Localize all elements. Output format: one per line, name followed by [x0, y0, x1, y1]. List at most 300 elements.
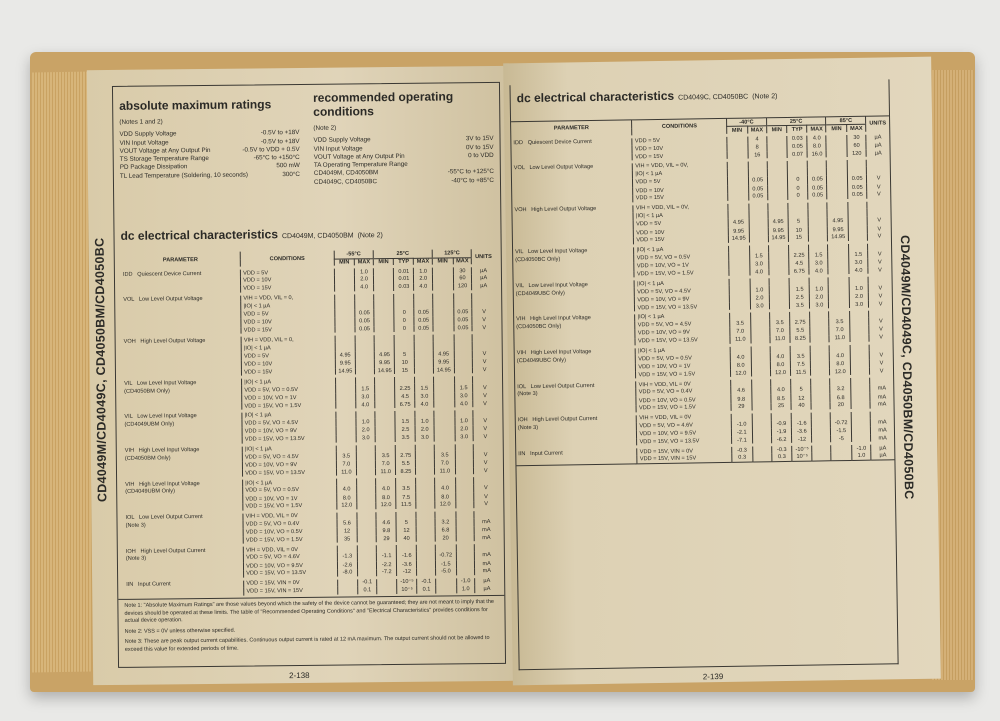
value-cell — [435, 543, 456, 552]
value-cell — [829, 284, 850, 293]
value-cell — [456, 535, 475, 544]
value-cell: 5.5 — [396, 460, 416, 469]
value-cell — [851, 376, 870, 385]
value-cell — [337, 578, 358, 587]
condition-cell: VDD = 10V — [241, 318, 335, 327]
value-cell — [336, 418, 357, 427]
parameter-cell: VOL Low Level Output Voltage — [123, 295, 203, 303]
value-cell: 9.95 — [433, 359, 454, 368]
value-cell: 7.5 — [396, 493, 416, 502]
parameter-cell: (Note 3) — [125, 555, 147, 563]
condition-cell: VIH = VDD, VIL = 0V — [636, 378, 731, 388]
value-cell: 4.0 — [414, 283, 433, 292]
value-cell — [847, 158, 866, 167]
unit-cell — [474, 509, 497, 518]
value-cell: 1.5 — [356, 385, 375, 394]
dc-title-text: dc electrical characteristics — [516, 88, 675, 106]
value-cell: 12.0 — [435, 501, 456, 510]
value-cell — [374, 317, 395, 326]
value-cell — [337, 544, 358, 553]
unit-cell: V — [473, 392, 496, 401]
unit-cell: mA — [870, 384, 893, 393]
value-cell: 4 — [747, 135, 766, 144]
value-cell — [455, 442, 474, 451]
value-cell: 4.95 — [828, 217, 849, 226]
value-cell — [829, 293, 850, 302]
dc-characteristics-table — [121, 249, 499, 597]
value-cell — [374, 342, 395, 351]
value-cell — [355, 351, 374, 360]
value-cell — [454, 333, 473, 342]
value-cell — [827, 167, 848, 176]
unit-cell: mA — [475, 526, 498, 535]
parameter-cell: VIL Low Level Input Voltage — [515, 281, 588, 290]
value-cell — [334, 284, 355, 293]
value-cell: 11.5 — [791, 369, 811, 378]
value-cell: 25 — [771, 403, 792, 412]
value-cell — [769, 302, 790, 311]
rating-label: TL Lead Temperature (Soldering, 10 seconds) — [119, 171, 249, 180]
value-cell: 1.0 — [456, 585, 475, 594]
value-cell: 0.05 — [355, 326, 374, 335]
value-cell — [749, 218, 768, 227]
rating-label: TS Storage Temperature Range — [119, 155, 209, 164]
value-cell — [852, 427, 871, 436]
parameter-cell: VIH High Level Input Voltage — [124, 447, 200, 454]
value-cell: 8.0 — [376, 493, 397, 502]
header-min: MIN — [373, 258, 394, 267]
header-units: UNITS — [866, 116, 890, 133]
value-cell — [375, 426, 396, 435]
unit-cell: µA — [871, 443, 894, 452]
unit-cell: V — [870, 368, 893, 377]
value-cell — [851, 410, 870, 419]
unit-cell: µA — [871, 451, 894, 460]
value-cell: 2.75 — [790, 318, 810, 327]
parameter-cell: VOH High Level Output Voltage — [123, 337, 206, 345]
value-cell — [356, 443, 375, 452]
value-cell: 3.0 — [455, 434, 474, 443]
value-cell: 10 — [395, 359, 415, 368]
note: Note 1: "Absolute Maximum Ratings" are those values beyond which the safety of the device cannot be guaranteed; they are not meant to imply that the devices should be operated at these limits. The table of "Recommended Operating Conditions" and "Electrical Characteristics" provides conditions for actual device operation. — [124, 599, 494, 624]
value-cell: 20 — [435, 535, 456, 544]
rating-label: CD4049M, CD4050BM — [313, 169, 379, 178]
value-cell: 1.0 — [750, 286, 769, 295]
value-cell: 7.5 — [791, 360, 811, 369]
side-title: CD4049M/CD4049C, CD4050BM/CD4050BC — [92, 237, 110, 503]
value-cell: 7.0 — [434, 459, 455, 468]
value-cell: 0 — [394, 309, 414, 318]
value-cell — [416, 451, 435, 460]
value-cell — [357, 527, 376, 536]
parameter-cell: IOH High Level Output Current — [517, 416, 598, 424]
value-cell — [453, 300, 472, 309]
header-parameter: PARAMETER — [511, 120, 632, 139]
value-cell: 0.05 — [787, 142, 807, 151]
rating-value: 0 to VDD — [468, 151, 494, 160]
unit-cell: mA — [475, 559, 498, 568]
condition-cell: VDD = 10V — [634, 227, 729, 237]
condition-cell: |IO| < 1 µA — [634, 244, 729, 254]
value-cell: 0.05 — [454, 325, 473, 334]
value-cell — [769, 277, 790, 286]
value-cell: 3.0 — [810, 301, 829, 310]
value-cell: 14.95 — [768, 235, 789, 244]
value-cell — [416, 443, 435, 452]
parameter-cell: VIL Low Level Input Voltage — [124, 379, 197, 387]
value-cell — [827, 175, 848, 184]
value-cell — [376, 544, 397, 553]
value-cell: 3.5 — [791, 352, 811, 361]
value-cell — [433, 308, 454, 317]
value-cell: 9.95 — [728, 227, 749, 236]
value-cell — [731, 412, 752, 421]
value-cell: 2.0 — [750, 294, 769, 303]
unit-cell — [474, 476, 497, 485]
value-cell — [374, 292, 395, 301]
unit-cell — [472, 299, 495, 308]
notes — [118, 595, 505, 654]
value-cell — [397, 544, 417, 553]
value-cell — [433, 317, 454, 326]
value-cell: -1.5 — [831, 427, 852, 436]
value-cell — [729, 294, 750, 303]
value-cell: 4.95 — [768, 218, 789, 227]
unit-cell: V — [473, 358, 496, 367]
value-cell — [827, 209, 848, 218]
value-cell: 4.6 — [731, 387, 752, 396]
value-cell: 6.75 — [395, 401, 415, 410]
condition-cell: VIH = VDD, VIL = 0V — [243, 511, 337, 520]
value-cell — [767, 193, 788, 202]
value-cell: 12.0 — [337, 502, 358, 511]
value-cell — [453, 291, 472, 300]
value-cell — [435, 510, 456, 519]
rating-label: VIN Input Voltage — [313, 144, 363, 153]
value-cell — [810, 327, 829, 336]
value-cell: 3.0 — [750, 302, 769, 311]
value-cell: 0.05 — [808, 192, 827, 201]
value-cell — [811, 343, 830, 352]
value-cell — [357, 468, 376, 477]
value-cell — [373, 267, 394, 276]
value-cell — [811, 377, 830, 386]
value-cell — [812, 410, 831, 419]
value-cell — [456, 509, 475, 518]
unit-cell: V — [474, 467, 497, 476]
amr-title: absolute maximum ratings — [119, 97, 272, 113]
value-cell: 0.05 — [808, 176, 827, 185]
value-cell — [357, 502, 376, 511]
unit-cell: V — [869, 334, 892, 343]
value-cell: 4.0 — [849, 267, 868, 276]
value-cell: 0.05 — [848, 183, 867, 192]
value-cell: 4.0 — [415, 401, 434, 410]
value-cell: 29 — [731, 403, 752, 412]
condition-cell: |IO| < 1 µA — [633, 169, 728, 179]
parameter-cell: (CD4050BC Only) — [515, 256, 561, 264]
value-cell: -10⁻⁵ — [397, 577, 417, 586]
value-cell — [851, 360, 870, 369]
value-cell — [831, 410, 852, 419]
value-cell — [790, 310, 810, 319]
rating-row — [314, 177, 494, 187]
value-cell — [728, 194, 749, 203]
value-cell: 2.25 — [789, 251, 809, 260]
value-cell: 6.8 — [435, 526, 456, 535]
value-cell: -1.0 — [731, 420, 752, 429]
value-cell: 12.0 — [830, 368, 851, 377]
value-cell — [455, 451, 474, 460]
value-cell — [770, 378, 791, 387]
condition-cell: VDD = 5V, VO = 0.4V — [636, 387, 731, 397]
value-cell: 2.0 — [810, 293, 829, 302]
parameter-cell: VOL Low Level Output Voltage — [513, 164, 594, 172]
condition-cell: |IO| < 1 µA — [633, 211, 728, 221]
value-cell: 5 — [789, 218, 809, 227]
value-cell — [434, 417, 455, 426]
condition-cell: VDD = 10V, VO = 9V — [242, 427, 336, 436]
value-cell — [826, 133, 847, 142]
parameter-cell: VOH High Level Output Voltage — [514, 206, 597, 214]
value-cell — [394, 300, 414, 309]
condition-cell: VDD = 15V, VO = 1.5V — [636, 370, 731, 380]
value-cell: 1.5 — [415, 384, 434, 393]
condition-cell: VIH = VDD, VIL = 0V, — [633, 160, 728, 170]
value-cell — [848, 225, 867, 234]
header-temperature: -55°C — [334, 250, 373, 259]
value-cell — [394, 292, 414, 301]
value-cell: 0.05 — [414, 308, 433, 317]
value-cell — [850, 318, 869, 327]
value-cell: 4.0 — [809, 268, 828, 277]
value-cell: 11.0 — [730, 336, 751, 345]
value-cell — [808, 159, 827, 168]
rating-value: -55°C to +125°C — [447, 168, 494, 176]
value-cell: 3.5 — [396, 485, 416, 494]
value-cell — [752, 428, 771, 437]
value-cell — [850, 334, 869, 343]
value-cell — [811, 352, 830, 361]
value-cell — [811, 385, 830, 394]
value-cell — [812, 444, 831, 453]
unit-cell: V — [473, 350, 496, 359]
value-cell: -1.5 — [436, 560, 457, 569]
condition-cell: VDD = 5V, VO = 4.5V — [242, 452, 336, 461]
value-cell — [752, 453, 771, 462]
value-cell: 0.3 — [732, 454, 753, 463]
unit-cell: V — [472, 308, 495, 317]
value-cell: 9.95 — [768, 227, 789, 236]
header-max: MAX — [747, 126, 766, 135]
condition-cell: VDD = 5V — [633, 177, 728, 187]
value-cell — [851, 393, 870, 402]
value-cell — [750, 328, 769, 337]
value-cell: 4.5 — [789, 260, 809, 269]
value-cell — [336, 410, 357, 419]
header-max: MAX — [807, 125, 826, 134]
condition-cell: VDD = 10V, VO = 9.5V — [244, 561, 338, 570]
rating-label: VIN Input Voltage — [119, 138, 169, 147]
value-cell — [455, 493, 474, 502]
value-cell — [395, 376, 415, 385]
unit-cell: V — [474, 450, 497, 459]
value-cell — [456, 526, 475, 535]
condition-cell: VDD = 15V, VO = 1.5V — [634, 269, 729, 279]
value-cell: -12 — [792, 436, 812, 445]
value-cell — [374, 300, 395, 309]
value-cell — [848, 217, 867, 226]
value-cell: 2.0 — [849, 292, 868, 301]
value-cell — [356, 376, 375, 385]
value-cell — [434, 426, 455, 435]
header-min: MIN — [334, 259, 355, 268]
value-cell: 1.0 — [852, 452, 871, 461]
unit-cell — [475, 543, 498, 552]
value-cell — [434, 442, 455, 451]
value-cell — [356, 359, 375, 368]
value-cell — [414, 334, 433, 343]
parameter-cell: VIL Low Level Input Voltage — [515, 248, 588, 256]
unit-cell: V — [473, 366, 496, 375]
value-cell — [728, 202, 749, 211]
value-cell — [433, 291, 454, 300]
value-cell — [767, 176, 788, 185]
unit-cell: V — [474, 459, 497, 468]
header-max: MAX — [453, 258, 472, 267]
condition-cell: |IO| < 1 µA — [635, 278, 730, 288]
value-cell: 12.0 — [770, 369, 791, 378]
condition-cell: VDD = 10V, VO = 0.5V — [636, 395, 731, 405]
condition-cell: VDD = 10V, VO = 1V — [634, 261, 729, 271]
dc-characteristics-table — [511, 115, 894, 466]
value-cell — [847, 167, 866, 176]
value-cell — [434, 392, 455, 401]
value-cell — [767, 143, 788, 152]
value-cell: 7.0 — [730, 328, 751, 337]
value-cell — [374, 376, 395, 385]
value-cell — [827, 184, 848, 193]
value-cell — [729, 261, 750, 270]
value-cell: 0.05 — [355, 317, 374, 326]
parameter-cell: IOL Low Level Output Current — [517, 382, 595, 390]
condition-cell: VDD = 5V — [241, 267, 335, 276]
rating-label: CD4049C, CD4050BC — [313, 177, 378, 186]
amr-note: (Notes 1 and 2) — [119, 118, 163, 126]
unit-cell: V — [473, 400, 496, 409]
value-cell: 0 — [394, 325, 414, 334]
value-cell — [415, 376, 434, 385]
value-cell — [810, 310, 829, 319]
parameter-cell: (Note 3) — [125, 522, 146, 529]
parameter-cell: IOL Low Level Output Current — [125, 514, 203, 521]
value-cell: 4.5 — [395, 393, 415, 402]
value-cell: 5 — [396, 518, 416, 527]
unit-cell: µA — [866, 133, 889, 142]
condition-cell: VDD = 5V — [241, 351, 335, 360]
value-cell — [336, 477, 357, 486]
unit-cell: mA — [871, 435, 894, 444]
value-cell: 3.0 — [849, 259, 868, 268]
condition-cell: VDD = 10V — [241, 276, 335, 285]
value-cell: -1.3 — [337, 553, 358, 562]
value-cell — [395, 342, 415, 351]
rating-value: -0.5V to +18V — [260, 137, 300, 145]
value-cell: 4.0 — [750, 269, 769, 278]
value-cell: 2.0 — [455, 425, 474, 434]
value-cell — [730, 311, 751, 320]
value-cell: 9.8 — [376, 527, 397, 536]
value-cell: 0.05 — [748, 185, 767, 194]
value-cell: 9.95 — [374, 359, 395, 368]
value-cell: 35 — [337, 536, 358, 545]
value-cell — [334, 267, 355, 276]
parameter-cell: (CD4049UBC Only) — [515, 289, 565, 297]
parameter-cell: (CD4049UBM Only) — [124, 421, 175, 428]
value-cell — [831, 452, 852, 461]
value-cell: 1.5 — [809, 251, 828, 260]
value-cell: 8.5 — [771, 394, 792, 403]
value-cell — [808, 201, 827, 210]
dc-note: (Note 2) — [752, 93, 778, 101]
header-conditions: CONDITIONS — [632, 118, 727, 136]
page-edges-left — [32, 71, 92, 672]
condition-cell: VDD = 15V, VO = 1.5V — [243, 502, 337, 511]
note: Note 2: VSS = 0V unless otherwise specified. — [124, 627, 236, 635]
value-cell — [750, 319, 769, 328]
unit-cell — [473, 408, 496, 417]
value-cell — [830, 377, 851, 386]
value-cell — [749, 210, 768, 219]
value-cell: 12.0 — [730, 370, 751, 379]
value-cell — [727, 135, 748, 144]
value-cell — [728, 210, 749, 219]
value-cell — [416, 493, 435, 502]
value-cell — [851, 385, 870, 394]
parameter-cell: (CD4050BC Only) — [516, 323, 562, 331]
value-cell — [414, 300, 433, 309]
value-cell: 7.0 — [375, 460, 396, 469]
unit-cell: µA — [475, 585, 498, 594]
unit-cell: µA — [472, 274, 495, 283]
header-min: MIN — [432, 258, 453, 267]
value-cell — [768, 252, 789, 261]
rating-value: -0.5V to VDD + 0.5V — [242, 145, 300, 154]
value-cell — [433, 325, 454, 334]
value-cell: 14.95 — [828, 234, 849, 243]
value-cell — [414, 342, 433, 351]
value-cell: 5 — [395, 351, 415, 360]
unit-cell: V — [474, 492, 497, 501]
value-cell — [355, 334, 374, 343]
unit-cell: V — [472, 316, 495, 325]
value-cell — [770, 344, 791, 353]
value-cell: 1.5 — [790, 285, 810, 294]
unit-cell: V — [867, 191, 890, 200]
value-cell — [827, 150, 848, 159]
condition-cell: VDD = 10V, VO = 1V — [636, 362, 731, 372]
value-cell: 8.0 — [770, 361, 791, 370]
value-cell — [335, 343, 356, 352]
value-cell — [790, 344, 810, 353]
unit-cell: V — [869, 300, 892, 309]
value-cell — [751, 336, 770, 345]
value-cell — [357, 510, 376, 519]
rating-label: VDD Supply Voltage — [119, 130, 177, 139]
value-cell — [826, 142, 847, 151]
value-cell — [416, 476, 435, 485]
value-cell — [829, 301, 850, 310]
